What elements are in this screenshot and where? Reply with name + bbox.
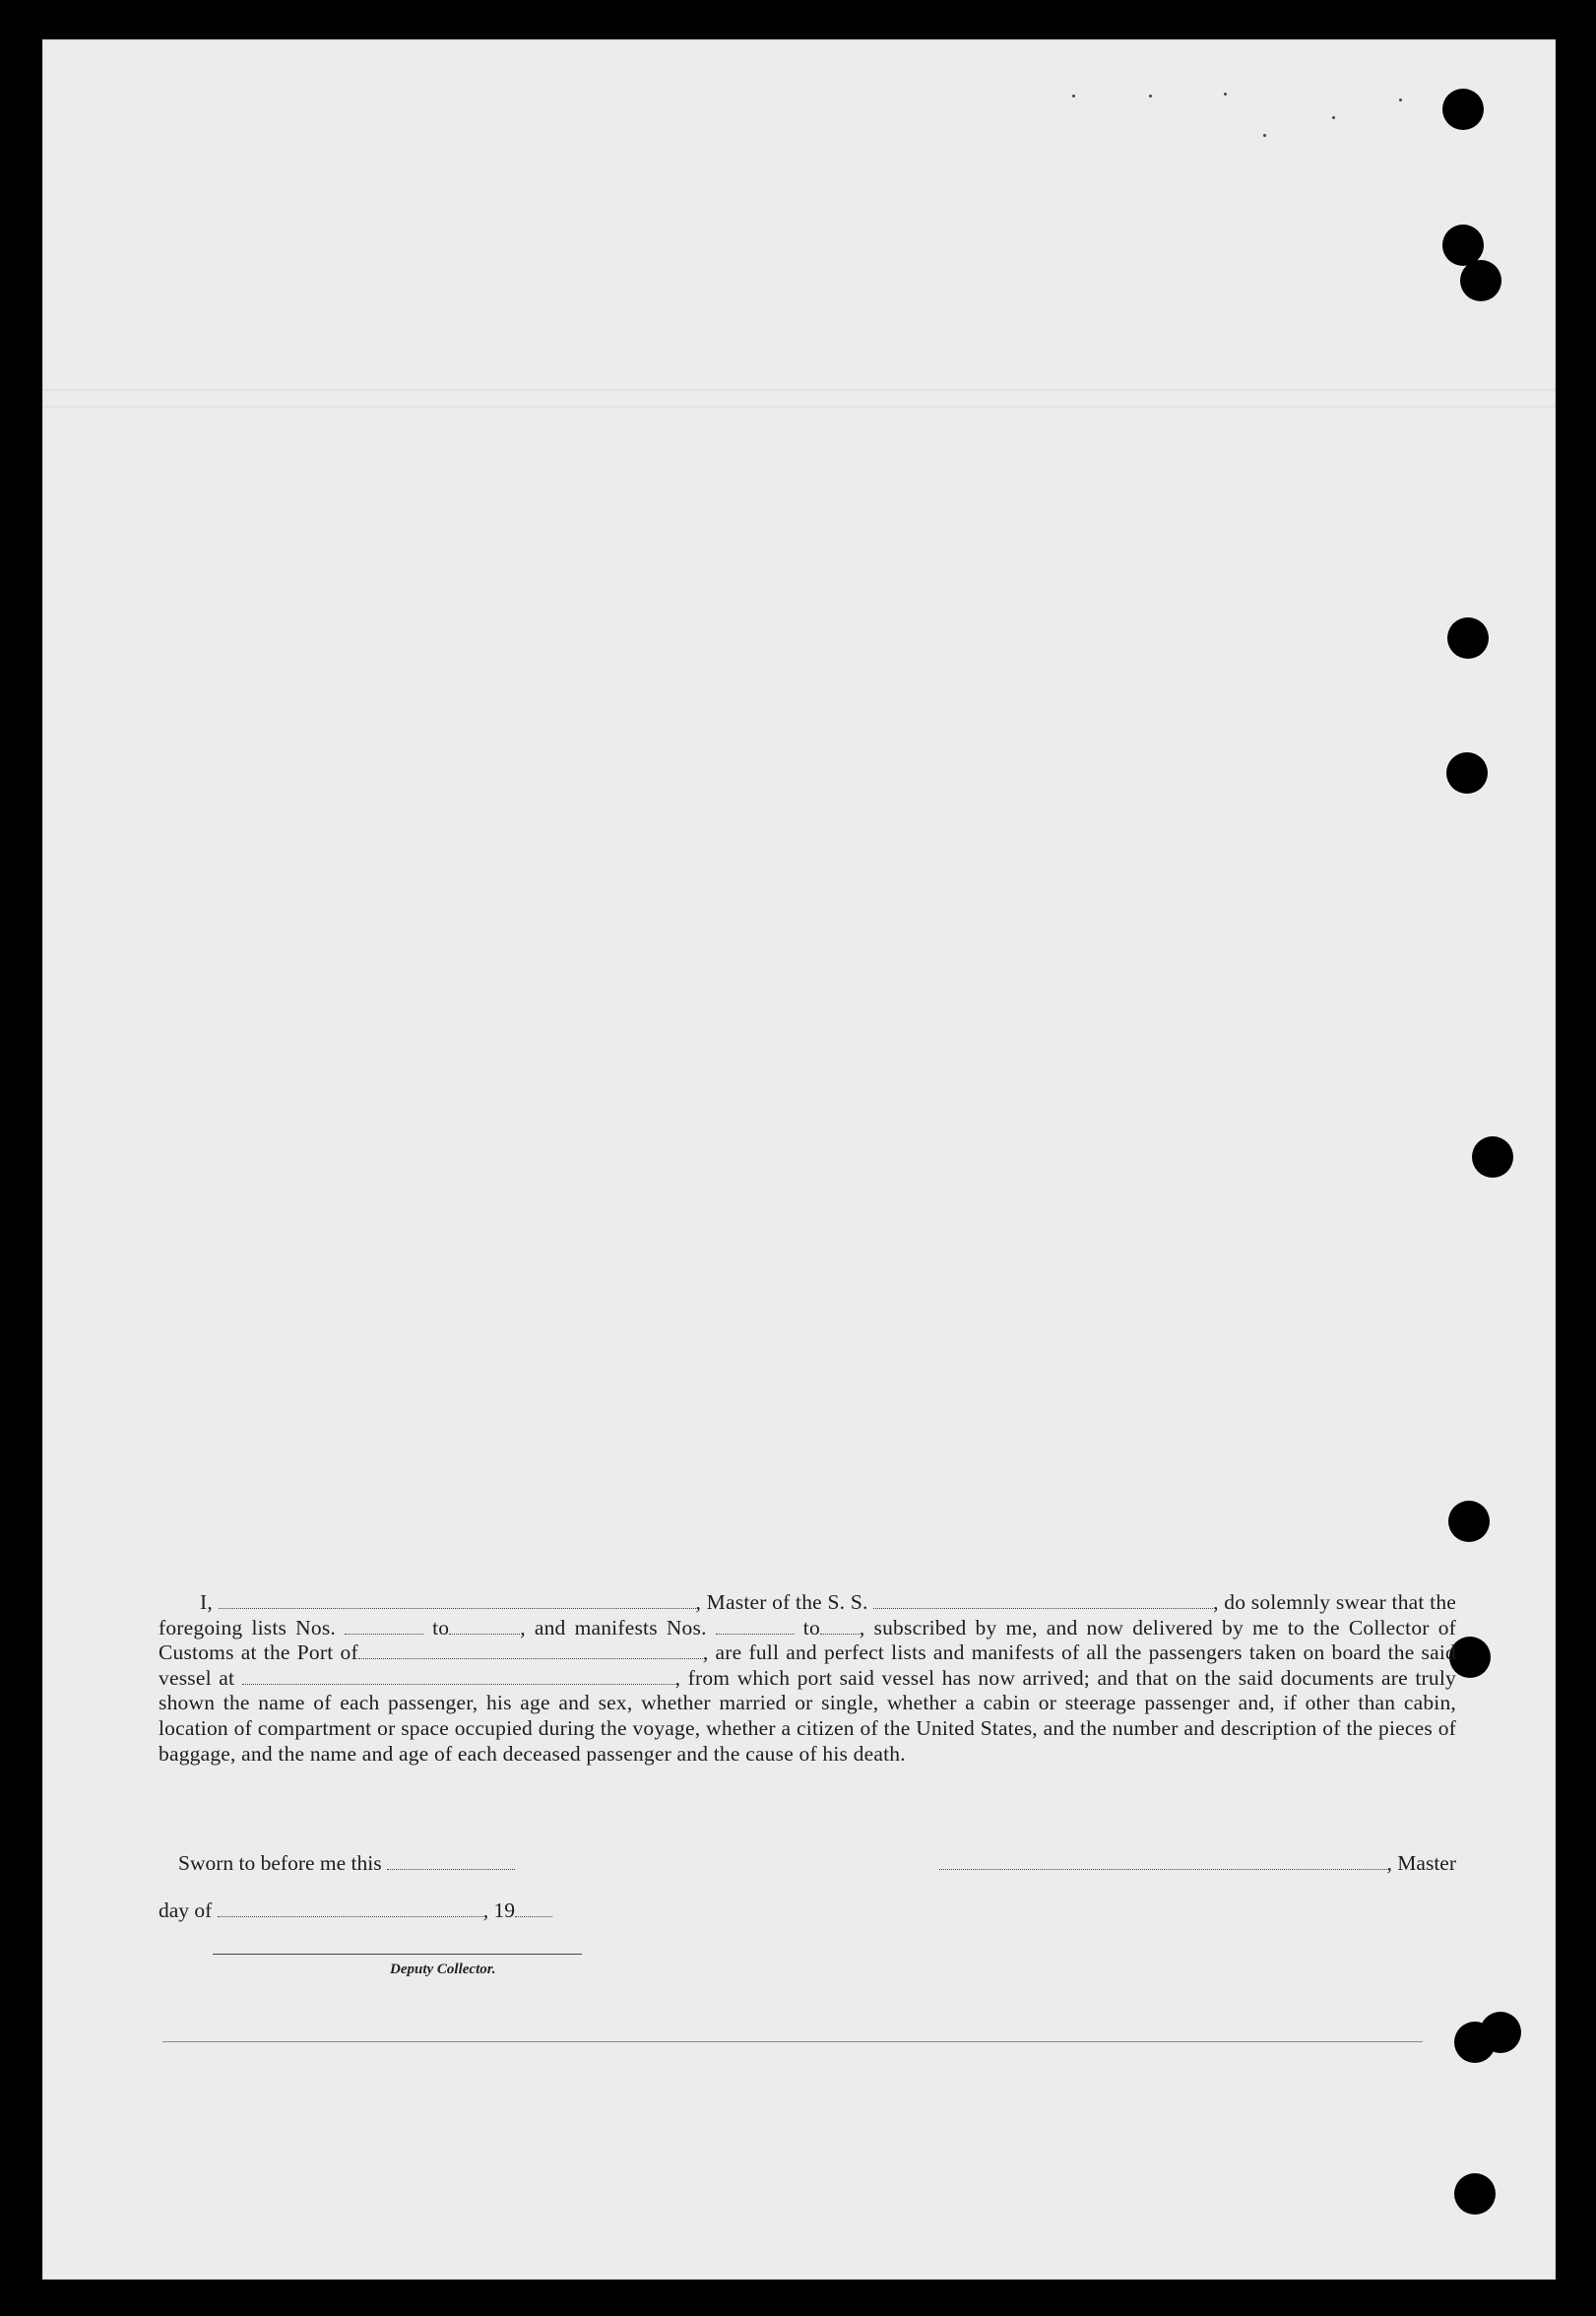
vessel-name-blank xyxy=(873,1593,1213,1609)
punch-hole xyxy=(1447,617,1489,659)
deputy-signature-line xyxy=(213,1954,582,1955)
year-label: , 19 xyxy=(482,1898,515,1922)
speck xyxy=(1263,134,1266,137)
taken-on-board-label: manifests of all the passengers taken on board the said vessel at xyxy=(159,1640,1456,1690)
punch-hole xyxy=(1472,1136,1513,1178)
lists-label: swear that the foregoing lists Nos. xyxy=(159,1590,1457,1640)
scan-artifact xyxy=(42,406,1556,408)
speck xyxy=(1399,98,1402,101)
list-from-blank xyxy=(345,1619,423,1635)
manifest-from-blank xyxy=(716,1619,795,1635)
subscribed-label: , subscribed by me, and now xyxy=(859,1615,1124,1640)
punch-hole xyxy=(1480,2012,1521,2053)
speck xyxy=(1224,93,1227,96)
punch-hole xyxy=(1448,1501,1490,1542)
master-label: , Master xyxy=(1386,1851,1456,1875)
perfect-lists-label: , are full and perfect lists and xyxy=(702,1640,965,1665)
day-of-line xyxy=(159,1898,552,1923)
signature-block xyxy=(159,1851,1456,1977)
master-name-blank xyxy=(219,1593,696,1609)
to-label-2: to xyxy=(802,1615,820,1640)
oath-body: port said vessel has now arrived; and that on the said documents are truly shown the name of each passenger, his age and sex, whether married or single, whether a cabin or steerage passenger and, if other than cabin, location of compartment or space occupied during the voyage, whether a citizen of the United States, and the number and description of the pieces of baggage, and the name and age of each deceased passenger and the cause of his death. xyxy=(159,1665,1456,1766)
sworn-date-blank xyxy=(387,1854,515,1870)
day-of-label: day of xyxy=(159,1898,213,1922)
punch-hole xyxy=(1454,2173,1496,2215)
oath-i: I, xyxy=(200,1590,213,1614)
punch-hole xyxy=(1446,752,1488,794)
master-signature-line xyxy=(939,1851,1456,1876)
year-blank xyxy=(515,1901,552,1917)
scan-artifact xyxy=(42,389,1556,391)
deputy-collector-label: Deputy Collector. xyxy=(390,1962,496,1977)
oath-paragraph xyxy=(159,1590,1456,1767)
sworn-line xyxy=(178,1851,515,1876)
departure-port-blank xyxy=(242,1669,675,1685)
solemnly-label: , do solemnly xyxy=(1213,1590,1331,1614)
speck xyxy=(1332,116,1335,119)
month-blank xyxy=(218,1901,483,1917)
speck xyxy=(1072,95,1075,97)
bottom-rule xyxy=(162,2041,1423,2042)
master-of-label: , Master of the S. S. xyxy=(695,1590,868,1614)
port-blank xyxy=(358,1643,703,1659)
speck xyxy=(1149,95,1152,97)
manifests-label: , and manifests Nos. xyxy=(520,1615,707,1640)
port-label: delivered by me to the Collector of Customs at the Port of xyxy=(159,1615,1457,1665)
list-to-blank xyxy=(449,1619,520,1635)
manifest-to-blank xyxy=(820,1619,860,1635)
punch-hole xyxy=(1460,260,1501,301)
to-label-1: to xyxy=(432,1615,450,1640)
document-page xyxy=(42,39,1556,2280)
from-which-label: , from which xyxy=(674,1665,791,1690)
master-signature-blank xyxy=(939,1854,1387,1870)
punch-hole xyxy=(1442,89,1484,130)
sworn-label: Sworn to before me this xyxy=(178,1851,382,1875)
